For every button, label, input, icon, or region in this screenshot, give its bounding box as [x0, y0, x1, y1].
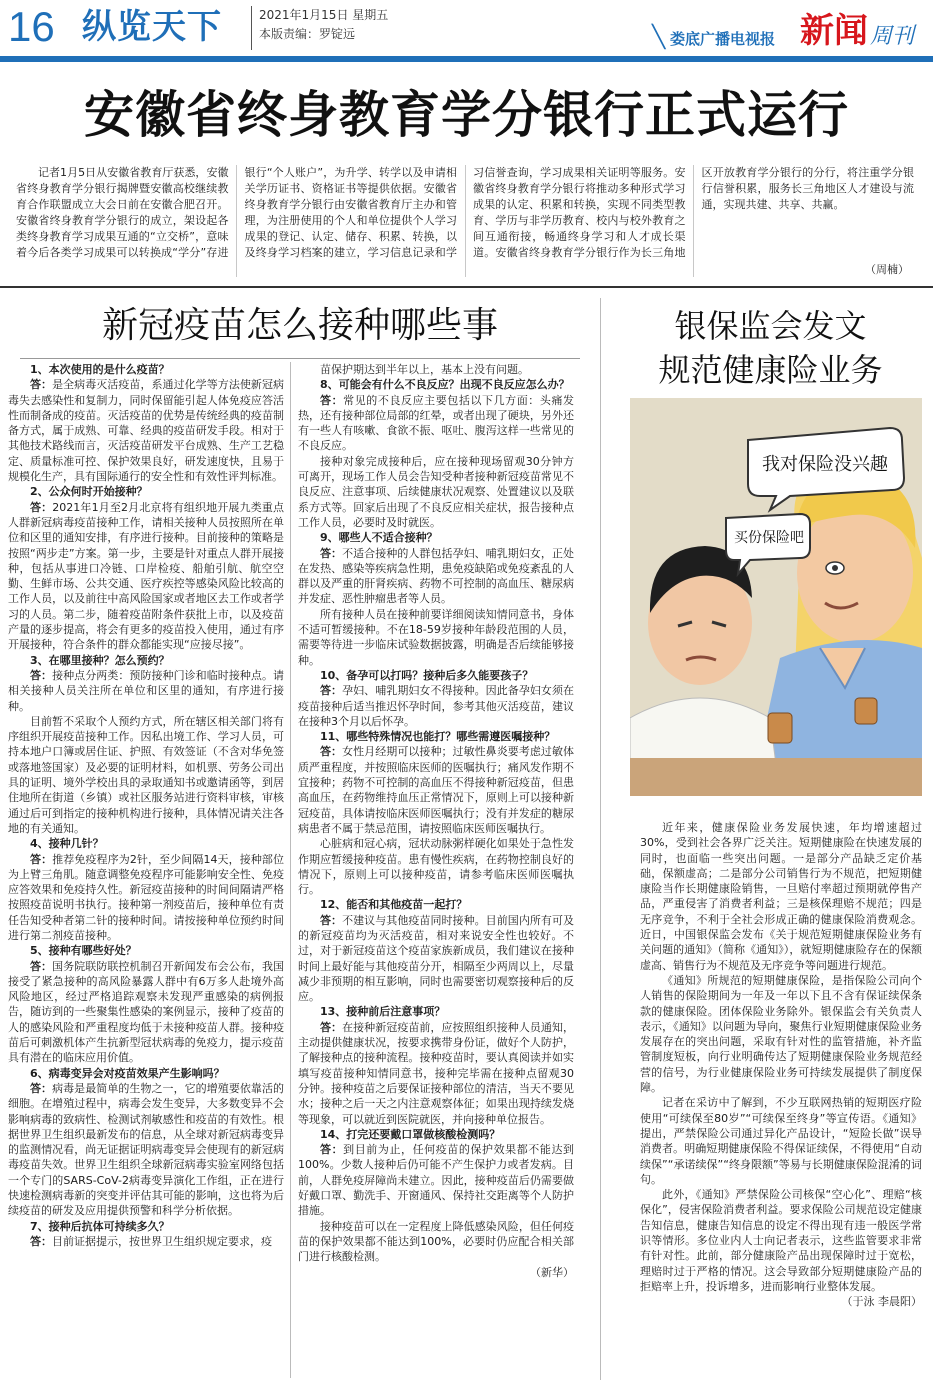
answer-text: 接种疫苗可以在一定程度上降低感染风险，但任何疫苗的保护效果都不能达到100%，必要时仍应配合相关部门进行核酸检测。: [298, 1219, 574, 1264]
answer-text: 国务院联防联控机制召开新闻发布会公布，我国接受了紧急接种的高风险暴露人群中有6万多人赴境外高风险地区，经过严格追踪观察未发现严重感染的病例报告，随访到的一些聚集性感染的案例显示，接种了疫苗的人的感染风险和严重程度均低于未接种疫苗人群。接种疫苗后可刺激机体产生抗新型冠状病毒的免疫力，提示疫苗具有潜在的临床应用价值。: [8, 959, 285, 1065]
vaccine-column-1: [8, 362, 284, 1249]
answer-paragraph: [298, 454, 574, 530]
answer-text: 所有接种人员在接种前要详细阅读知情同意书，身体不适可暂缓接种。不在18-59岁接种年龄段范围的人员，需要等待进一步临床试验数据披露，明确是否后续能够接种。: [298, 607, 574, 667]
answer-text: 孕妇、哺乳期妇女不得接种。因此备孕妇女须在疫苗接种后适当推迟怀孕时间，参考其他灭活疫苗，建议在接种3个月以后怀孕。: [298, 684, 575, 728]
vaccine-column-2: [298, 362, 574, 1280]
answer-paragraph: [8, 1234, 284, 1249]
answer-paragraph: [298, 546, 574, 607]
answer-label: 答：: [320, 1143, 344, 1157]
insurance-source: （于泳 李晨阳）: [841, 1295, 922, 1309]
answer-label: 答：: [320, 393, 344, 407]
answer-paragraph: [8, 852, 284, 944]
answer-paragraph: [8, 668, 284, 714]
question-heading: 10、备孕可以打吗？接种后多久能要孩子？: [320, 668, 534, 682]
brand-weekly: 周刊: [870, 24, 915, 49]
header-divider: [251, 6, 252, 50]
section-title: 纵览天下: [82, 7, 222, 47]
top-story-source: （周楠）: [865, 263, 909, 276]
cartoon-bubble-1: 我对保险没兴趣: [762, 454, 888, 475]
page-number: 16: [8, 3, 55, 50]
header-rule: [0, 56, 933, 62]
answer-text: 推荐免疫程序为2针，至少间隔14天，接种部位为上臂三角肌。随意调整免疫程序可能影响安全性、免疫应答效果和免疫持久性。新冠疫苗接种的时间间隔请严格按照疫苗说明书执行。接种第一剂疫苗后，接种单位有责任告知受种者第二针的接种时间。请按接种单位预约时间进行第二剂疫苗接种。: [8, 852, 284, 942]
vaccine-title-rule: [20, 358, 580, 359]
answer-label: 答：: [320, 745, 343, 759]
answer-text: 接种点分两类：预防接种门诊和临时接种点。请相关接种人员关注所在单位和区里的通知，有序进行接种。: [8, 668, 285, 713]
insurance-title-line-1: 银保监会发文: [674, 307, 867, 345]
answer-paragraph: [8, 714, 284, 836]
insurance-article-title: [608, 304, 933, 392]
insurance-article-body: [640, 820, 922, 1310]
brand-news: 新闻: [800, 11, 868, 51]
answer-paragraph: [8, 1081, 284, 1219]
insurance-paragraph: 近年来，健康保险业务发展快速，年均增速超过30%，受到社会各界广泛关注。短期健康险在快速发展的同时，也面临一些突出问题。一是部分产品缺乏定价基础，保额虚高；二是部分公司销售行为不规范，把短期健康险当作长期健康险销售，一旦赔付率超过预期就停售产品，严重侵害了消费者利益；三是核保理赔不规范；四是无序竞争，不利于全社会形成正确的健康保险消费观念。近日，中国银保监会发布《关于规范短期健康保险业务有关问题的通知》（简称《通知》），就短期健康险存在的保额虚高、销售行为不规范及无序竞争等问题进行规范。: [640, 821, 922, 972]
article-column-divider: [600, 298, 601, 1380]
answer-text: 不适合接种的人群包括孕妇、哺乳期妇女，正处在发热、感染等疾病急性期，患免疫缺陷或免疫紊乱的人群以及严重的肝肾疾病、药物不可控制的高血压、糖尿病并发症、恶性肿瘤患者等人员。: [298, 546, 575, 606]
cartoon-bubble-2: 买份保险吧: [734, 530, 804, 546]
answer-text: 女性月经期可以接种；过敏性鼻炎要考虑过敏体质严重程度，并按照临床医师的医嘱执行；痛风发作期不宜接种；药物不可控制的高血压不得接种新冠疫苗，但患高血压，在药物维持血压正常情况下，原则上可以接种新冠疫苗，具体请按临床医师医嘱执行；没有并发症的糖尿病患者不属于禁忌范围，请按照临床医师医嘱执行。: [298, 745, 575, 835]
question-heading: 3、在哪里接种？怎么预约？: [30, 653, 170, 667]
answer-text: 心脏病和冠心病，冠状动脉粥样硬化如果处于急性发作期应暂缓接种疫苗。患有慢性疾病，在药物控制良好的情况下，原则上可以接种疫苗，请参考临床医师医嘱执行。: [298, 837, 574, 897]
answer-text: 是全病毒灭活疫苗，系通过化学等方法使新冠病毒失去感染性和复制力，同时保留能引起人体免疫应答活性而制备成的疫苗。灭活疫苗的优势是传统经典的疫苗制备方式，属于成熟、可靠、经典的疫苗研发手段。相对于其他技术路线而言，灭活疫苗研发平台成熟、生产工艺稳定、质量标准可控、保护效果良好，研发速度快，且易于规模化生产，具有国际通行的安全性和有效性评判标准。: [8, 378, 285, 484]
answer-label: 答：: [30, 500, 53, 514]
insurance-paragraph: 此外，《通知》严禁保险公司核保“空心化”、理赔“核保化”，侵害保险消费者利益。要求保险公司规范设定健康告知信息，健康告知信息的设定不得出现有违一般医学常识等情形。多位业内人士向记者表示，这些监管要求非常有针对性。此前，部分健康险产品出现保障时过于宽松，理赔时过于严格的情况。这会导致部分短期健康险产品的拒赔率上升，投诉增多，进而影响行业整体发展。: [640, 1188, 922, 1293]
answer-text: 病毒是最简单的生物之一，它的增殖要依靠活的细胞。在增殖过程中，病毒会发生变异，大多数变异不会影响病毒的致病性、检测试剂敏感性和疫苗的有效性。根据世界卫生组织最新发布的信息，从全球对新冠病毒变异的监测情况看，尚无证据证明病毒变异会使现有的新冠病毒疫苗失效。世界卫生组织全球新冠病毒实验室网络包括一个专门的SARS-CoV-2病毒变异演化工作组，正在进行快速检测病毒新的突变并评估其可能的影响，这也将为后续疫苗的研发及应用提供预警和科学分析依据。: [8, 1081, 285, 1218]
insurance-cartoon-image: [630, 398, 922, 796]
question-heading: 14、打完还要戴口罩做核酸检测吗？: [320, 1127, 501, 1141]
answer-text: 苗保护期达到半年以上，基本上没有问题。: [320, 363, 529, 376]
answer-label: 答：: [30, 378, 53, 392]
answer-paragraph: [8, 377, 284, 484]
answer-label: 答：: [30, 1234, 52, 1248]
answer-text: 在接种新冠疫苗前，应按照组织接种人员通知，主动提供健康状况，按要求携带身份证，做好个人防护，了解接种点的接种流程。接种疫苗时，要认真阅读并如实填写疫苗接种知情同意书，接种完毕需在接种点留观30分钟。接种疫苗之后要保证接种部位的清洁，当天不要见水；接种之后一天之内注意观察体征；如果出现持续发烧等现象，可以就近到医院就医，并向接种单位报告。: [298, 1020, 575, 1126]
top-story-divider: [0, 286, 933, 288]
main-headline: 安徽省终身教育学分银行正式运行: [84, 86, 849, 144]
answer-paragraph: [298, 683, 574, 729]
cartoon-illustration: [630, 398, 922, 796]
page-header: [0, 0, 933, 62]
question-heading: 13、接种前后注意事项？: [320, 1005, 446, 1019]
brand-name: 娄底广播电视报: [670, 30, 776, 48]
answer-paragraph: [298, 1142, 574, 1218]
question-heading: 9、哪些人不适合接种？: [320, 531, 438, 545]
answer-label: 答：: [320, 913, 343, 927]
insurance-title-line-2: 规范健康险业务: [658, 351, 883, 389]
answer-text: 目前暂不采取个人预约方式，所在辖区相关部门将有序组织开展疫苗接种工作。因私出境工作、学习人员，可持本地户口簿或居住证、护照、有效签证（不含对华免签或落地签国家）及必要的证明材料，如机票、劳务公司出具的证明、境外学校出具的录取通知书或邀请函等，到居住地所在街道（乡镇）或社区服务站进行资料审核，审核通过后可到指定的接种机构进行接种，具体情况请关注各地的有关通知。: [8, 714, 284, 835]
answer-paragraph: [298, 362, 574, 377]
answer-text: 目前证据提示，按世界卫生组织规定要求，疫: [52, 1234, 272, 1248]
question-heading: 5、接种有哪些好处？: [30, 944, 137, 958]
answer-label: 答：: [30, 1081, 53, 1095]
question-heading: 12、能否和其他疫苗一起打？: [320, 898, 468, 912]
brand-slash-icon: ╲: [652, 24, 666, 49]
answer-label: 答：: [320, 1020, 343, 1034]
issue-editor: 本版责编：罗锭远: [259, 27, 356, 41]
answer-label: 答：: [30, 852, 53, 866]
answer-text: 接种对象完成接种后，应在接种现场留观30分钟方可离开，现场工作人员会告知受种者接种新冠疫苗常见不良反应、注意事项、后续健康状况观察、处置建议以及联系方式等。回家后出现了不良反应相关症状，报告接种点工作人员，必要时及时就医。: [298, 454, 574, 529]
answer-label: 答：: [320, 684, 343, 698]
answer-paragraph: [8, 959, 284, 1066]
question-heading: 1、本次使用的是什么疫苗？: [30, 363, 170, 376]
answer-label: 答：: [320, 546, 343, 560]
top-story-body: 记者1月5日从安徽省教育厅获悉，安徽省终身教育学分银行揭牌暨安徽高校继续教育合作联盟成立大会日前在安徽合肥召开。安徽省终身教育学分银行的成立，架设起各类终身教育学习成果互通的“立交桥”，意味着今后各类学习成果可以转换成“学分”存进银行“个人账户”，为升学、转学以及申请相关学历证书、资格证书等提供依据。安徽省终身教育学分银行由安徽省教育厅主办和管理，为注册使用的个人和单位提供个人学习成果的登记、认定、储存、积累、转换，以及终身学习档案的建立，学习信息记录和学习信誉查询，学习成果相关证明等服务。安徽省终身教育学分银行将推动多种形式学习成果的认定、积累和转换，实现不同类型教育、学历与非学历教育、校内与校外教育之间互通衔接，畅通终身学习和人才成长渠道。安徽省终身教育学分银行作为长三角地区开放教育学分银行的分行，将注重学分银行信誉积累，服务长三角地区人才建设与流通，实现共建、共享、共赢。: [16, 166, 914, 259]
answer-paragraph: [298, 607, 574, 668]
answer-paragraph: [298, 393, 574, 454]
issue-date: 2021年1月15日 星期五: [259, 8, 389, 22]
answer-paragraph: [298, 1020, 574, 1127]
answer-text: 2021年1月至2月北京将有组织地开展九类重点人群新冠病毒疫苗接种工作，请相关接种人员按照所在单位和区里的通知安排，有序进行接种。目前接种的策略是按照“两步走”方案。第一步，主要是针对重点人群开展接种，包括从事进口冷链、口岸检疫、船舶引航、航空空勤、生鲜市场、公共交通、医疗疾控等感染风险比较高的工作人员，以及前往中高风险国家或者地区去工作或者学习的人员。第二步，随着疫苗附条件获批上市，以及疫苗产量的逐步提高，将会有更多的疫苗投入使用，通过有序开展接种，符合条件的群众都能实现“应接尽接”。: [8, 500, 285, 652]
answer-label: 答：: [30, 959, 53, 973]
answer-label: 答：: [30, 668, 53, 682]
answer-text: 不建议与其他疫苗同时接种。目前国内所有可及的新冠疫苗均为灭活疫苗，相对来说安全性也较好。不过，对于新冠疫苗这个疫苗家族新成员，我们建议在接种时间上最好能与其他疫苗分开，相隔至少两周以上，尽量减少非预期的相互影响，同时也需要密切观察接种后的反应。: [298, 913, 575, 1004]
answer-text: 到目前为止，任何疫苗的保护效果都不能达到100%。少数人接种后仍可能不产生保护力或者发病。目前，人群免疫屏障尚未建立。因此，接种疫苗后仍需要做好戴口罩、勤洗手、开窗通风、保持社交距离等个人防护措施。: [298, 1143, 575, 1218]
article-source: （新华）: [530, 1265, 574, 1279]
question-heading: 11、哪些特殊情况也能打？哪些需遵医嘱接种？: [320, 730, 556, 744]
answer-paragraph: [298, 744, 574, 836]
vaccine-article-title: 新冠疫苗怎么接种哪些事: [101, 305, 498, 346]
vaccine-column-divider: [290, 362, 291, 1378]
insurance-paragraph: 《通知》所规范的短期健康保险，是指保险公司向个人销售的保险期间为一年及一年以下且不含有保证续保条款的健康保险。团体保险业务除外。银保监会有关负责人表示，《通知》以问题为导向，聚焦行业短期健康保险业务发展存在的突出问题，采取有针对性的监管措施，补齐监管制度短板，向行业明确传达了短期健康保险业务规范经营的信号，为行业健康保险业务可持续发展提供了制度保障。: [640, 973, 922, 1095]
newspaper-brand: [650, 8, 930, 52]
answer-paragraph: [8, 500, 284, 653]
insurance-paragraph: 记者在采访中了解到，不少互联网热销的短期医疗险使用“可续保至80岁”“可续保至终身”等宣传语。《通知》提出，严禁保险公司通过异化产品设计，“短险长做”误导消费者。明确短期健康保险不得保证续保，不得使用“自动续保”“承诺续保”“终身限额”等易与长期健康保险混淆的词句。: [640, 1096, 922, 1186]
question-heading: 2、公众何时开始接种？: [30, 485, 148, 499]
question-heading: 8、可能会有什么不良反应？出现不良反应怎么办？: [320, 378, 570, 392]
answer-paragraph: [298, 913, 574, 1005]
question-heading: 7、接种后抗体可持续多久？: [30, 1219, 170, 1233]
answer-paragraph: [298, 1219, 574, 1265]
answer-text: 常见的不良反应主要包括以下几方面：头痛发热，还有接种部位局部的红晕，或者出现了硬块，另外还有一些人有咳嗽、食欲不振、呕吐、腹泻这样一些常见的不良反应。: [298, 393, 575, 453]
question-heading: 4、接种几针？: [30, 837, 104, 851]
answer-paragraph: [298, 836, 574, 897]
question-heading: 6、病毒变异会对疫苗效果产生影响吗？: [30, 1066, 225, 1080]
